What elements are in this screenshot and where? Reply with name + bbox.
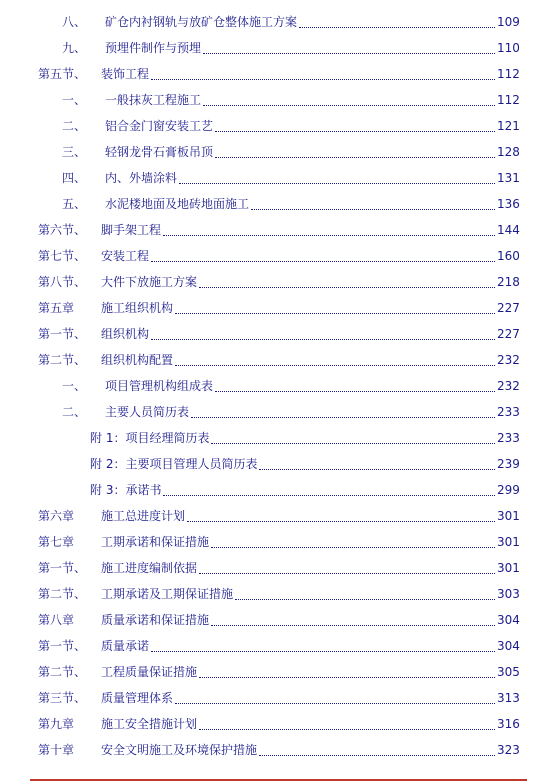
toc-entry-number: 二、 [62, 405, 87, 419]
toc-leader-dots [211, 625, 495, 626]
toc-leader-dots [199, 729, 495, 730]
table-of-contents [0, 9, 557, 763]
toc-entry-page: 160 [497, 249, 520, 263]
toc-entry-number: 第六章 [38, 509, 75, 523]
toc-entry-page: 112 [497, 93, 520, 107]
toc-entry-page: 128 [497, 145, 520, 159]
toc-entry[interactable] [0, 373, 557, 399]
toc-entry-title: 安装工程 [101, 249, 150, 263]
toc-entry-page: 304 [497, 639, 520, 653]
toc-leader-dots [211, 443, 495, 444]
toc-entry-page: 313 [497, 691, 520, 705]
toc-entry-number: 第一节、 [38, 639, 87, 653]
toc-entry[interactable] [0, 139, 557, 165]
toc-entry-number: 第六节、 [38, 223, 87, 237]
toc-entry[interactable] [0, 555, 557, 581]
toc-leader-dots [163, 495, 495, 496]
toc-entry-title: 安全文明施工及环境保护措施 [101, 743, 258, 757]
toc-entry-page: 233 [497, 431, 520, 445]
toc-entry-page: 227 [497, 301, 520, 315]
toc-entry-number: 一、 [62, 379, 87, 393]
toc-leader-dots [151, 79, 495, 80]
toc-entry-page: 144 [497, 223, 520, 237]
toc-entry-page: 112 [497, 67, 520, 81]
toc-entry-title: 施工总进度计划 [101, 509, 186, 523]
toc-entry-page: 301 [497, 509, 520, 523]
toc-entry-title: 项目管理机构组成表 [105, 379, 214, 393]
toc-entry-number: 附 3： [90, 483, 126, 497]
toc-entry-number: 第八节、 [38, 275, 87, 289]
toc-entry-number: 五、 [62, 197, 87, 211]
toc-entry-number: 第一节、 [38, 561, 87, 575]
toc-entry-number: 九、 [62, 41, 87, 55]
toc-leader-dots [215, 131, 495, 132]
toc-leader-dots [163, 235, 495, 236]
toc-entry-title: 装饰工程 [101, 67, 150, 81]
toc-leader-dots [199, 677, 495, 678]
toc-entry-number: 第一节、 [38, 327, 87, 341]
toc-entry-number: 第七章 [38, 535, 75, 549]
toc-entry[interactable] [0, 243, 557, 269]
toc-leader-dots [299, 27, 495, 28]
toc-entry[interactable] [0, 347, 557, 373]
toc-entry-title: 铝合金门窗安装工艺 [105, 119, 214, 133]
toc-entry-title: 轻钢龙骨石膏板吊顶 [105, 145, 214, 159]
toc-entry-page: 301 [497, 535, 520, 549]
toc-entry-title: 项目经理简历表 [125, 431, 210, 445]
toc-entry-title: 组织机构配置 [101, 353, 174, 367]
toc-entry-title: 内、外墙涂料 [105, 171, 178, 185]
toc-entry-title: 工期承诺及工期保证措施 [101, 587, 234, 601]
toc-entry-number: 第七节、 [38, 249, 87, 263]
toc-leader-dots [203, 53, 495, 54]
toc-entry-title: 施工组织机构 [101, 301, 174, 315]
toc-entry-number: 三、 [62, 145, 87, 159]
toc-leader-dots [215, 391, 495, 392]
toc-entry-number: 第九章 [38, 717, 75, 731]
toc-leader-dots [259, 469, 495, 470]
toc-entry-page: 301 [497, 561, 520, 575]
toc-entry-number: 附 2： [90, 457, 126, 471]
toc-entry[interactable] [0, 9, 557, 35]
toc-leader-dots [211, 547, 495, 548]
toc-entry[interactable] [0, 399, 557, 425]
toc-entry-number: 八、 [62, 15, 87, 29]
toc-leader-dots [259, 755, 495, 756]
toc-entry-number: 二、 [62, 119, 87, 133]
toc-entry[interactable] [0, 61, 557, 87]
toc-entry-page: 232 [497, 379, 520, 393]
toc-entry-title: 质量管理体系 [101, 691, 174, 705]
toc-entry-title: 质量承诺 [101, 639, 150, 653]
toc-entry[interactable] [0, 451, 557, 477]
toc-leader-dots [187, 521, 495, 522]
toc-entry-page: 110 [497, 41, 520, 55]
toc-entry[interactable] [0, 35, 557, 61]
toc-entry-page: 232 [497, 353, 520, 367]
toc-entry[interactable] [0, 685, 557, 711]
toc-leader-dots [175, 365, 495, 366]
toc-entry-page: 323 [497, 743, 520, 757]
toc-entry[interactable] [0, 321, 557, 347]
toc-entry-number: 第十章 [38, 743, 75, 757]
toc-entry-number: 第五节、 [38, 67, 87, 81]
toc-entry-number: 第八章 [38, 613, 75, 627]
toc-entry-number: 第二节、 [38, 587, 87, 601]
toc-leader-dots [235, 599, 495, 600]
toc-leader-dots [203, 105, 495, 106]
toc-entry-page: 304 [497, 613, 520, 627]
toc-entry-title: 施工安全措施计划 [101, 717, 198, 731]
toc-entry-title: 主要项目管理人员简历表 [125, 457, 258, 471]
toc-entry-title: 承诺书 [125, 483, 162, 497]
toc-entry-title: 质量承诺和保证措施 [101, 613, 210, 627]
toc-leader-dots [215, 157, 495, 158]
toc-leader-dots [199, 287, 495, 288]
toc-entry[interactable] [0, 217, 557, 243]
toc-leader-dots [151, 651, 495, 652]
toc-entry-title: 一般抹灰工程施工 [105, 93, 202, 107]
toc-entry-page: 316 [497, 717, 520, 731]
toc-entry[interactable] [0, 477, 557, 503]
toc-leader-dots [191, 417, 495, 418]
toc-entry[interactable] [0, 425, 557, 451]
toc-entry-title: 工期承诺和保证措施 [101, 535, 210, 549]
toc-leader-dots [251, 209, 495, 210]
toc-entry[interactable] [0, 191, 557, 217]
toc-leader-dots [175, 313, 495, 314]
toc-entry[interactable] [0, 295, 557, 321]
toc-entry[interactable] [0, 503, 557, 529]
toc-entry-page: 136 [497, 197, 520, 211]
toc-leader-dots [175, 703, 495, 704]
toc-entry[interactable] [0, 659, 557, 685]
toc-entry-title: 组织机构 [101, 327, 150, 341]
toc-entry-page: 299 [497, 483, 520, 497]
toc-entry[interactable] [0, 87, 557, 113]
toc-entry-page: 305 [497, 665, 520, 679]
toc-entry-page: 227 [497, 327, 520, 341]
toc-entry-page: 239 [497, 457, 520, 471]
toc-entry[interactable] [0, 529, 557, 555]
toc-leader-dots [151, 261, 495, 262]
toc-entry-number: 第五章 [38, 301, 75, 315]
toc-entry-title: 工程质量保证措施 [101, 665, 198, 679]
toc-entry-page: 303 [497, 587, 520, 601]
toc-entry-page: 109 [497, 15, 520, 29]
toc-entry-title: 水泥楼地面及地砖地面施工 [105, 197, 250, 211]
toc-leader-dots [199, 573, 495, 574]
toc-leader-dots [151, 339, 495, 340]
toc-entry[interactable] [0, 633, 557, 659]
toc-entry[interactable] [0, 711, 557, 737]
footer-divider [30, 779, 527, 781]
toc-entry-number: 四、 [62, 171, 87, 185]
toc-entry[interactable] [0, 581, 557, 607]
toc-entry-title: 施工进度编制依据 [101, 561, 198, 575]
toc-entry-number: 第三节、 [38, 691, 87, 705]
toc-entry-title: 主要人员简历表 [105, 405, 190, 419]
toc-entry[interactable] [0, 165, 557, 191]
toc-entry-title: 预埋件制作与预埋 [105, 41, 202, 55]
toc-entry[interactable] [0, 269, 557, 295]
toc-entry-title: 大件下放施工方案 [101, 275, 198, 289]
toc-entry-number: 一、 [62, 93, 87, 107]
toc-entry-page: 218 [497, 275, 520, 289]
toc-entry-number: 附 1： [90, 431, 126, 445]
toc-entry-number: 第二节、 [38, 353, 87, 367]
toc-entry[interactable] [0, 113, 557, 139]
toc-entry-title: 脚手架工程 [101, 223, 162, 237]
toc-leader-dots [179, 183, 495, 184]
toc-entry[interactable] [0, 607, 557, 633]
toc-entry-title: 矿仓内衬钢轨与放矿仓整体施工方案 [105, 15, 298, 29]
toc-entry-page: 121 [497, 119, 520, 133]
toc-entry-number: 第二节、 [38, 665, 87, 679]
toc-entry-page: 233 [497, 405, 520, 419]
toc-entry[interactable] [0, 737, 557, 763]
toc-entry-page: 131 [497, 171, 520, 185]
